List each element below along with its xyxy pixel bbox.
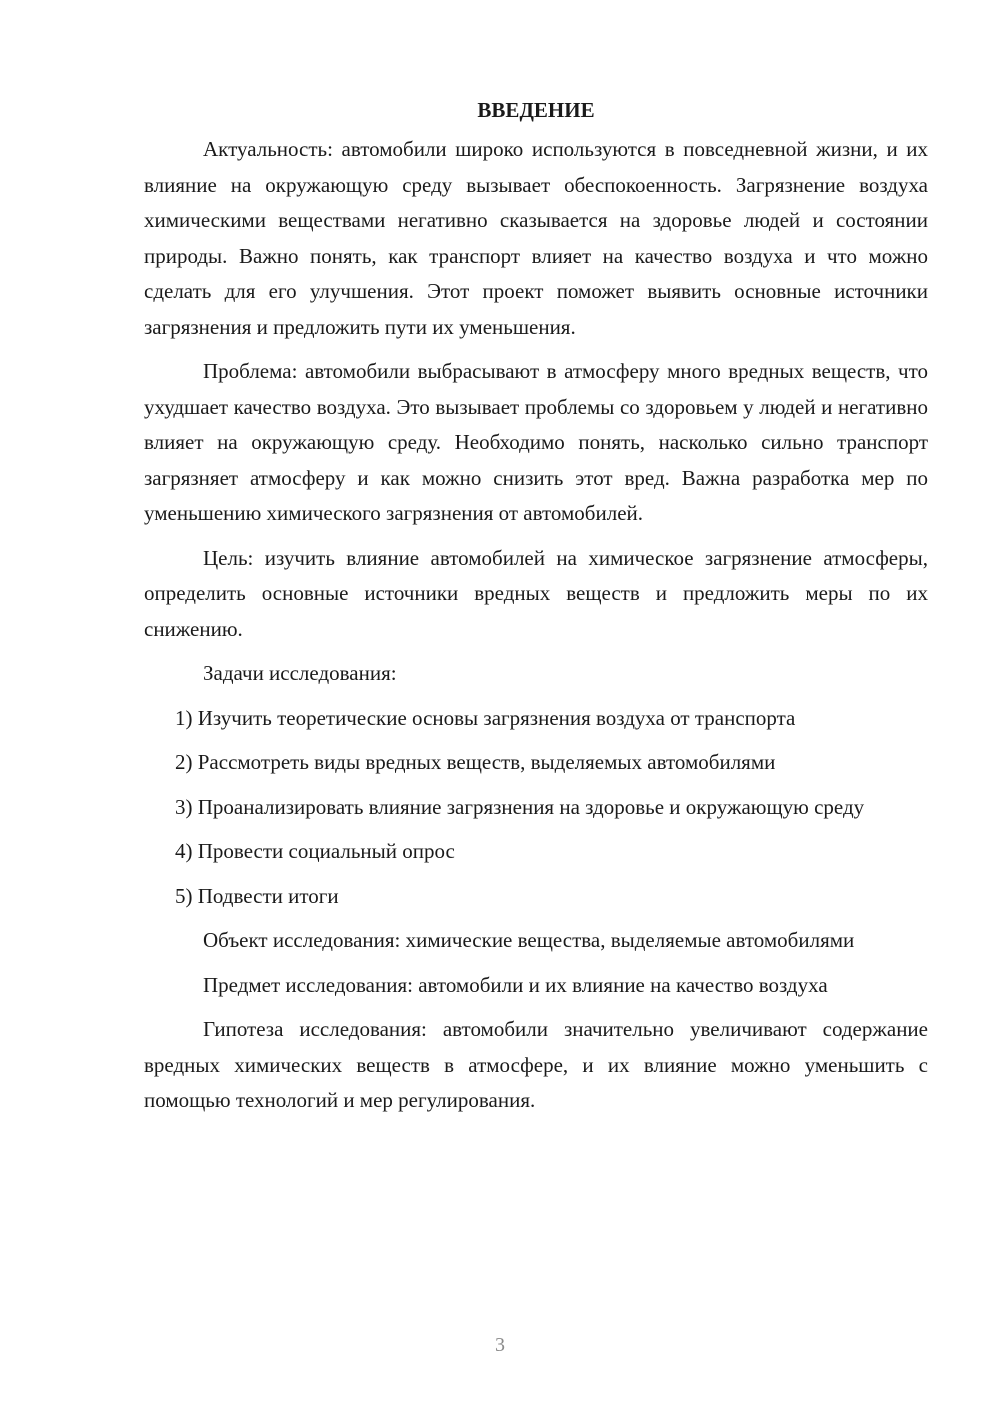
paragraph-hypothesis: Гипотеза исследования: автомобили значительно увеличивают содержание вредных химических веществ в атмосфере, и их влияние можно уменьшить с помощью технологий и мер регулирования.	[144, 1017, 928, 1112]
task-item-3: 3) Проанализировать влияние загрязнения на здоровье и окружающую среду	[175, 794, 865, 819]
task-item-1: 1) Изучить теоретические основы загрязнения воздуха от транспорта	[175, 705, 796, 730]
task-item-2: 2) Рассмотреть виды вредных веществ, выделяемых автомобилями	[175, 750, 776, 774]
tasks-heading: Задачи исследования:	[203, 661, 397, 685]
paragraph-problem: Проблема: автомобили выбрасывают в атмосферу много вредных веществ, что ухудшает качество воздуха. Это вызывает проблемы со здоровьем у людей и негативно влияет на окружающую среду. Необходимо понять, насколько сильно транспорт загрязняет атмосферу и как можно снизить этот вред. Важна разработка мер по уменьшению химического загрязнения от автомобилей.	[144, 359, 928, 525]
page-number: 3	[495, 1334, 505, 1356]
task-item-4: 4) Провести социальный опрос	[175, 839, 455, 863]
page-content	[144, 96, 928, 1119]
paragraph-object: Объект исследования: химические вещества, выделяемые автомобилями	[203, 928, 855, 952]
paragraph-relevance: Актуальность: автомобили широко используются в повседневной жизни, и их влияние на окружающую среду вызывает обеспокоенность. Загрязнение воздуха химическими веществами негативно сказывается на здоровье людей и состоянии природы. Важно понять, как транспорт влияет на качество воздуха и что можно сделать для его улучшения. Этот проект поможет выявить основные источники загрязнения и предложить пути их уменьшения.	[144, 137, 928, 339]
task-item-5: 5) Подвести итоги	[175, 883, 339, 908]
page-title: ВВЕДЕНИЕ	[477, 98, 595, 122]
paragraph-goal: Цель: изучить влияние автомобилей на химическое загрязнение атмосферы, определить основные источники вредных веществ и предложить меры по их снижению.	[144, 545, 928, 641]
paragraph-subject: Предмет исследования: автомобили и их влияние на качество воздуха	[203, 972, 828, 997]
